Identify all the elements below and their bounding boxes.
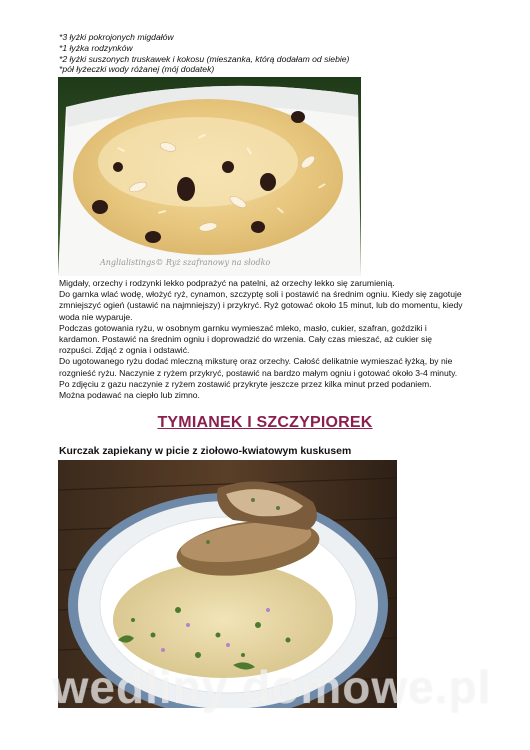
instruction-line: Migdały, orzechy i rodzynki lekko podprażyć na patelni, aż orzechy lekko się zarumienią. [59,278,395,288]
instruction-line: zmniejszyć ogień (ustawić na najmniejszy) i przykryć. Ryż gotować około 15 minut, lub do momentu, kiedy [59,300,463,311]
instruction-line: rozgnieść ryżu. Naczynie z ryżem przykryć, postawić na bardzo małym ogniu i gotować około 3-4 minuty. [59,367,458,378]
plate-illustration [58,460,397,708]
instruction-line: Podczas gotowania ryżu, w osobnym garnku wymieszać mleko, masło, cukier, szafran, goździki i [59,322,427,333]
site-watermark: wedliny domowe.pl [52,661,492,713]
instruction-line: kardamon. Postawić na średnim ogniu i doprowadzić do wrzenia. Cały czas mieszać, aż cukier się [59,334,433,345]
instruction-line: Można podawać na ciepło lub zimno. [59,390,200,401]
instruction-line: woda nie wyparuje. [59,311,133,322]
rice-photo [58,77,361,276]
ingredient-list [59,32,479,75]
section-title: TYMIANEK I SZCZYPIOREK [157,414,373,431]
chicken-couscous-photo [58,460,397,708]
instruction-line: Do ugotowanego ryżu dodać mleczną miksturę oraz orzechy. Całość delikatnie wymieszać łyżką, by nie [59,356,453,367]
recipe-title: Kurczak zapiekany w picie z ziołowo-kwiatowym kuskusem [59,446,352,457]
photo-credit: Anglialistings© Ryż szafranowy na słodko [100,258,271,267]
ingredient-item: *1 łyżka rodzynków [59,42,133,53]
ingredient-item: *2 łyżki suszonych truskawek i kokosu (mieszanka, którą dodałam od siebie) [59,53,350,64]
instruction-line: Do garnka wlać wodę, włożyć ryż, cynamon, szczyptę soli i postawić na średnim ogniu. Kiedy się zagotuje [59,289,462,300]
recipe-instructions [59,278,504,401]
instruction-line: Po zdjęciu z gazu naczynie z ryżem zostawić przykryte jeszcze przez kilka minut przed podaniem. [59,378,432,389]
instruction-line: rozpuści. Zdjąć z ognia i odstawić. [59,345,190,356]
ingredient-item: *3 łyżki pokrojonych migdałów [59,32,174,42]
ingredient-item: *pół łyżeczki wody różanej (mój dodatek) [59,64,215,75]
rice-bowl-illustration [58,77,361,276]
